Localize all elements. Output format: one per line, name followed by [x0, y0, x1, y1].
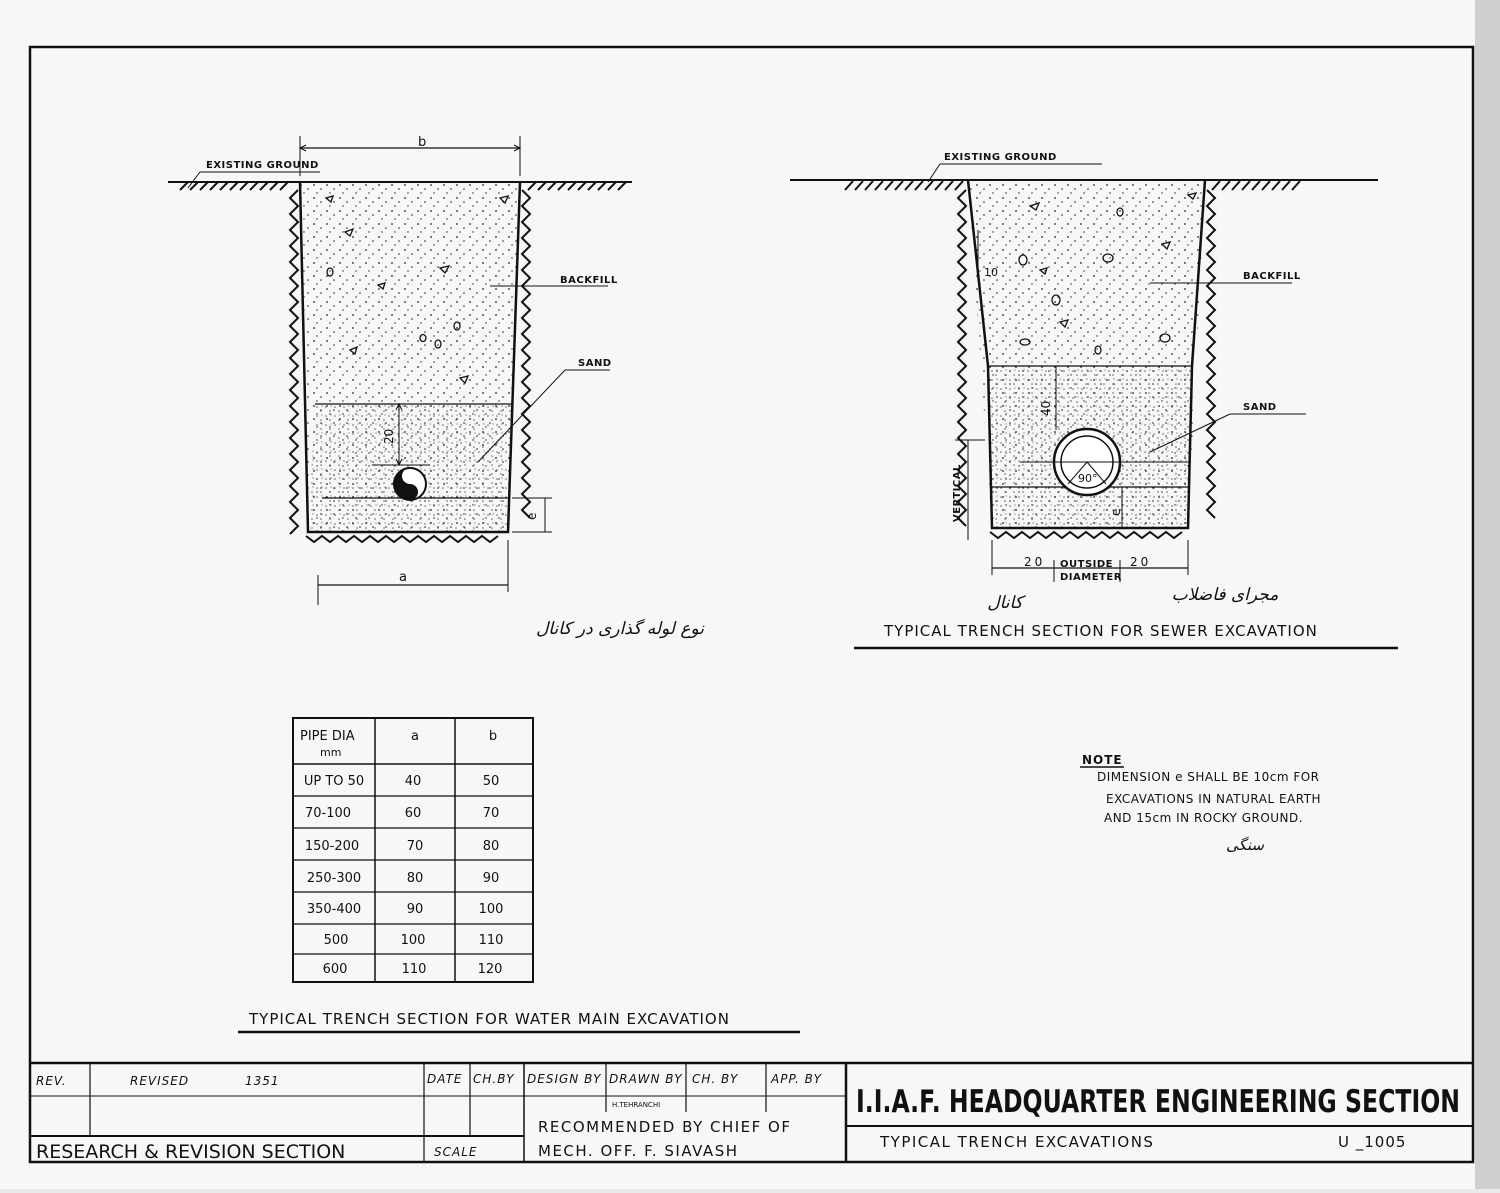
table-cell-dia: 500 [323, 933, 349, 948]
sewer-outside-label: OUTSIDE [1060, 559, 1113, 570]
table-cell-dia: 250-300 [306, 871, 362, 886]
table-cell-a: 80 [406, 871, 424, 886]
water-dim-20-label: 20 [382, 428, 396, 444]
tb-recommended-line-2: MECH. OFF. F. SIAVASH [538, 1142, 739, 1160]
tb-date-label: DATE [427, 1072, 463, 1086]
water-main-trench [168, 136, 632, 605]
note-line: EXCAVATIONS IN NATURAL EARTH [1106, 792, 1322, 806]
sewer-dim-vertical-label: VERTICAL [952, 464, 963, 522]
table-cell-b: 80 [482, 839, 500, 854]
table-cell-b: 90 [482, 871, 500, 886]
sewer-angle-label: 90° [1078, 472, 1098, 485]
water-main-section-title: TYPICAL TRENCH SECTION FOR WATER MAIN EXCAVATION [249, 1010, 730, 1028]
table-cell-a: 100 [400, 933, 426, 948]
table-cell-dia: UP TO 50 [303, 774, 365, 789]
tb-section-name: RESEARCH & REVISION SECTION [36, 1141, 346, 1163]
tb-drawing-title: TYPICAL TRENCH EXCAVATIONS [880, 1133, 1155, 1151]
sewer-dim-20-right: 20 [1130, 555, 1152, 569]
sewer-handwritten-right: مجرای فاضلاب [1171, 585, 1279, 605]
scan-edge [1475, 0, 1500, 1189]
table-cell-a: 90 [406, 902, 424, 917]
table-cell-a: 110 [401, 962, 427, 977]
tb-drawn-by-name: H.TEHRANCHI [612, 1101, 661, 1109]
sewer-existing-ground-label: EXISTING GROUND [944, 152, 1057, 163]
table-header-pipe-dia: PIPE DIA [300, 729, 355, 744]
sewer-dim-e-label: e [1109, 508, 1123, 516]
water-dim-a-label: a [399, 570, 407, 585]
note-handwritten: سنگی [1226, 836, 1264, 854]
table-header-b: b [488, 729, 498, 744]
tb-drawn-by-label: DRAWN BY [609, 1072, 683, 1086]
tb-recommended-line-1: RECOMMENDED BY CHIEF OF [538, 1118, 792, 1136]
sewer-diameter-label: DIAMETER [1060, 572, 1122, 583]
table-header-mm: mm [320, 746, 342, 759]
tb-organization: I.I.A.F. HEADQUARTER ENGINEERING SECTION [856, 1084, 1460, 1120]
sewer-dim-20-left: 20 [1024, 555, 1046, 569]
table-cell-b: 70 [482, 806, 500, 821]
table-cell-b: 110 [478, 933, 504, 948]
water-existing-ground-label: EXISTING GROUND [206, 160, 319, 171]
sewer-handwritten-left: کانال [987, 593, 1023, 613]
table-cell-a: 60 [404, 806, 422, 821]
table-cell-dia: 350-400 [306, 902, 362, 917]
sewer-section-title: TYPICAL TRENCH SECTION FOR SEWER EXCAVATION [884, 622, 1318, 640]
note-line: DIMENSION e SHALL BE 10cm FOR [1097, 770, 1320, 784]
table-cell-b: 50 [482, 774, 500, 789]
note-line: AND 15cm IN ROCKY GROUND. [1104, 811, 1304, 825]
note-heading: NOTE [1082, 753, 1123, 767]
table-cell-a: 70 [406, 839, 424, 854]
sewer-trench [790, 164, 1378, 582]
sewer-dim-40-label: 40 [1039, 400, 1053, 416]
tb-design-by-label: DESIGN BY [527, 1072, 602, 1086]
sewer-sand-label: SAND [1243, 402, 1277, 413]
table-cell-dia: 150-200 [304, 839, 360, 854]
sewer-backfill-label: BACKFILL [1243, 271, 1301, 282]
table-cell-b: 100 [478, 902, 504, 917]
water-handwritten-note: نوع لوله گذاری در کانال [535, 619, 705, 639]
tb-ch-by-label: CH.BY [473, 1072, 515, 1086]
water-sand-label: SAND [578, 358, 612, 369]
table-cell-a: 40 [404, 774, 422, 789]
table-header-a: a [411, 729, 419, 744]
tb-scale-label: SCALE [434, 1145, 478, 1159]
tb-checked-by-label: CH. BY [692, 1072, 739, 1086]
water-backfill-label: BACKFILL [560, 275, 618, 286]
table-cell-b: 120 [477, 962, 503, 977]
table-cell-dia: 600 [322, 962, 348, 977]
tb-revision-year: 1351 [245, 1074, 280, 1088]
sewer-dim-10-label: 10 [984, 266, 998, 279]
water-dim-e-label: e [525, 512, 539, 520]
tb-rev-label: REV. [36, 1074, 67, 1088]
water-dim-b-label: b [418, 135, 427, 150]
tb-approved-by-label: APP. BY [771, 1072, 823, 1086]
tb-drawing-number: U _1005 [1338, 1133, 1407, 1151]
table-cell-dia: 70-100 [304, 806, 352, 821]
tb-revised-label: REVISED [130, 1074, 190, 1088]
